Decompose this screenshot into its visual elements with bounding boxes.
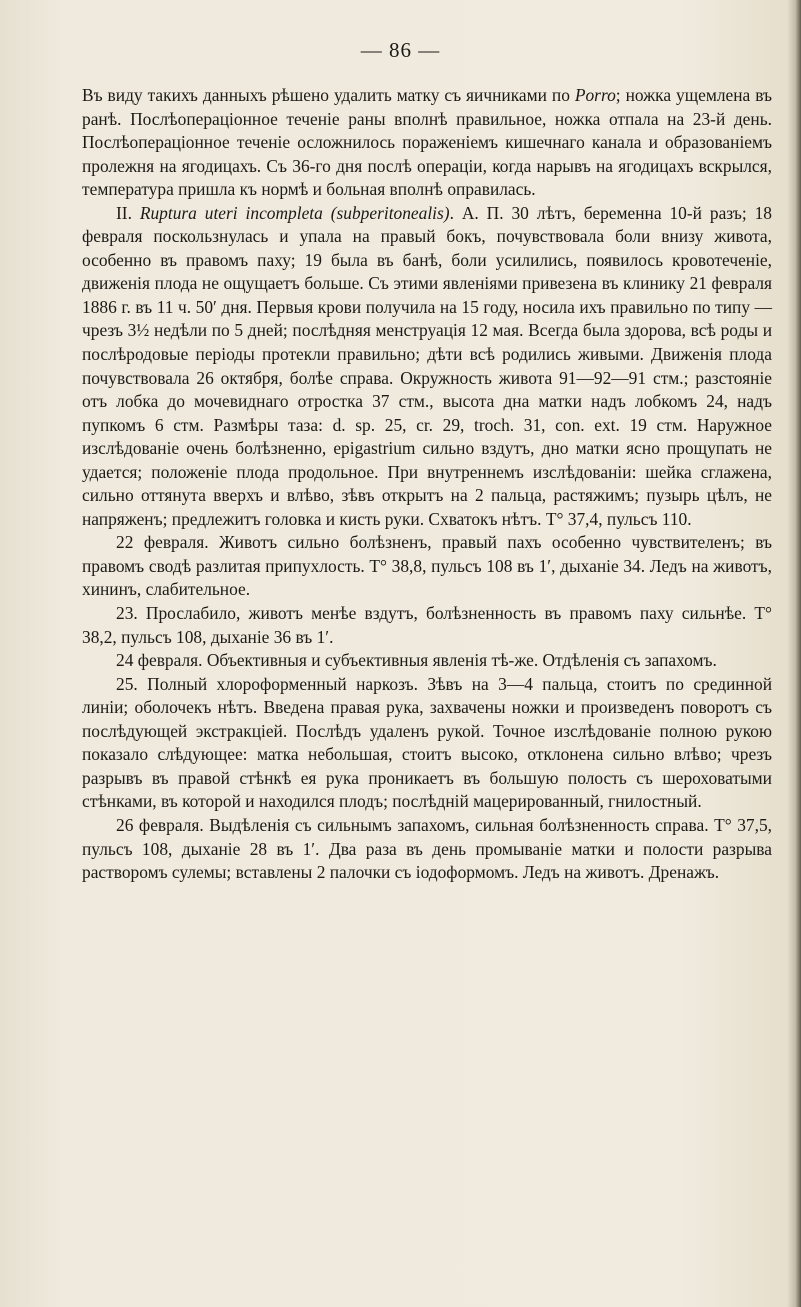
paragraph: 23. Прослабило, животъ менѣе вздутъ, болѣзненность въ правомъ паху сильнѣе. T° 38,2, пульсъ 108, дыханіе 36 въ 1′. <box>82 603 772 647</box>
paragraph: 26 февраля. Выдѣленія съ сильнымъ запахомъ, сильная болѣзненность справа. T° 37,5, пульсъ 108, дыханіе 28 въ 1′. Два раза въ день промываніе матки и полости разрыва растворомъ сулемы; вставлены 2 палочки съ іодоформомъ. Ледъ на животъ. Дренажъ. <box>82 814 772 883</box>
paragraph: II. Ruptura uteri incompleta (subperitonealis). А. П. 30 лѣтъ, беременна 10-й разъ; 18 февраля поскользнулась и упала на правый бокъ, почувствовала боли внизу живота, особенно въ правомъ паху; 19 была въ банѣ, боли усилились, появилось кровотеченіе, движенія плода не ощущаетъ больше. Съ этими явленіями привезена въ клинику 21 февраля 1886 г. въ 11 ч. 50′ дня. Первыя крови получила на 15 году, носила ихъ правильно по типу — чрезъ 3½ недѣли по 5 дней; послѣдняя менструація 12 мая. Всегда была здорова, всѣ роды и послѣродовые періоды протекли правильно; дѣти всѣ родились живыми. Движенія плода почувствовала 26 октября, болѣе справа. Окружность живота 91—92—91 стм.; разстояніе отъ лобка до мочевиднаго отростка 37 стм., высота дна матки надъ лобкомъ 24, надъ пупкомъ 6 стм. Размѣры таза: d. sp. 25, cr. 29, troch. 31, con. ext. 19 стм. Наружное изслѣдованіе очень болѣзненно, epigastrium сильно вздутъ, дно матки ясно прощупать не удается; положеніе плода продольное. При внутреннемъ изслѣдованіи: шейка сглажена, сильно оттянута вверхъ и влѣво, зѣвъ открытъ на 2 пальца, растяжимъ; пузырь цѣлъ, не напряженъ; предлежитъ головка и кисть руки. Схватокъ нѣтъ. T° 37,4, пульсъ 110. <box>82 202 772 529</box>
body-text <box>82 84 772 885</box>
italic-term: Ruptura uteri incompleta (subperitonealis) <box>139 202 450 223</box>
paragraph: Въ виду такихъ данныхъ рѣшено удалить матку съ яичниками по Porro; ножка ущемлена въ ранѣ. Послѣопераціонное теченіе раны вполнѣ правильное, ножка отпала на 23-й день. Послѣопераціонное теченіе осложнилось пораженіемъ кишечнаго канала и образованіемъ пролежня на ягодицахъ. Съ 36-го дня послѣ операціи, когда нарывъ на ягодицахъ вскрылся, температура пришла къ нормѣ и больная вполнѣ оправилась. <box>82 85 772 200</box>
paragraph: 25. Полный хлороформенный наркозъ. Зѣвъ на 3—4 пальца, стоитъ по срединной линіи; оболочекъ нѣтъ. Введена правая рука, захвачены ножки и произведенъ поворотъ съ послѣдующей экстракціей. Послѣдъ удаленъ рукой. Точное изслѣдованіе полною рукою показало слѣдующее: матка небольшая, стоитъ высоко, отклонена сильно влѣво; чрезъ разрывъ въ правой стѣнкѣ ея рука проникаетъ въ большую полость съ шероховатыми стѣнками, въ которой и находился плодъ; послѣдній мацерированный, гнилостный. <box>82 673 772 812</box>
italic-term: Porro <box>574 85 616 105</box>
paragraph: 22 февраля. Животъ сильно болѣзненъ, правый пахъ особенно чувствителенъ; въ правомъ сводѣ разлитая припухлость. T° 38,8, пульсъ 108 въ 1′, дыханіе 34. Ледъ на животъ, хининъ, слабительное. <box>82 532 772 600</box>
page-edge-shadow <box>787 0 801 1307</box>
page-number: — 86 — <box>360 38 441 62</box>
paragraph: 24 февраля. Объективныя и субъективныя явленія тѣ-же. Отдѣленія съ запахомъ. <box>116 650 717 671</box>
